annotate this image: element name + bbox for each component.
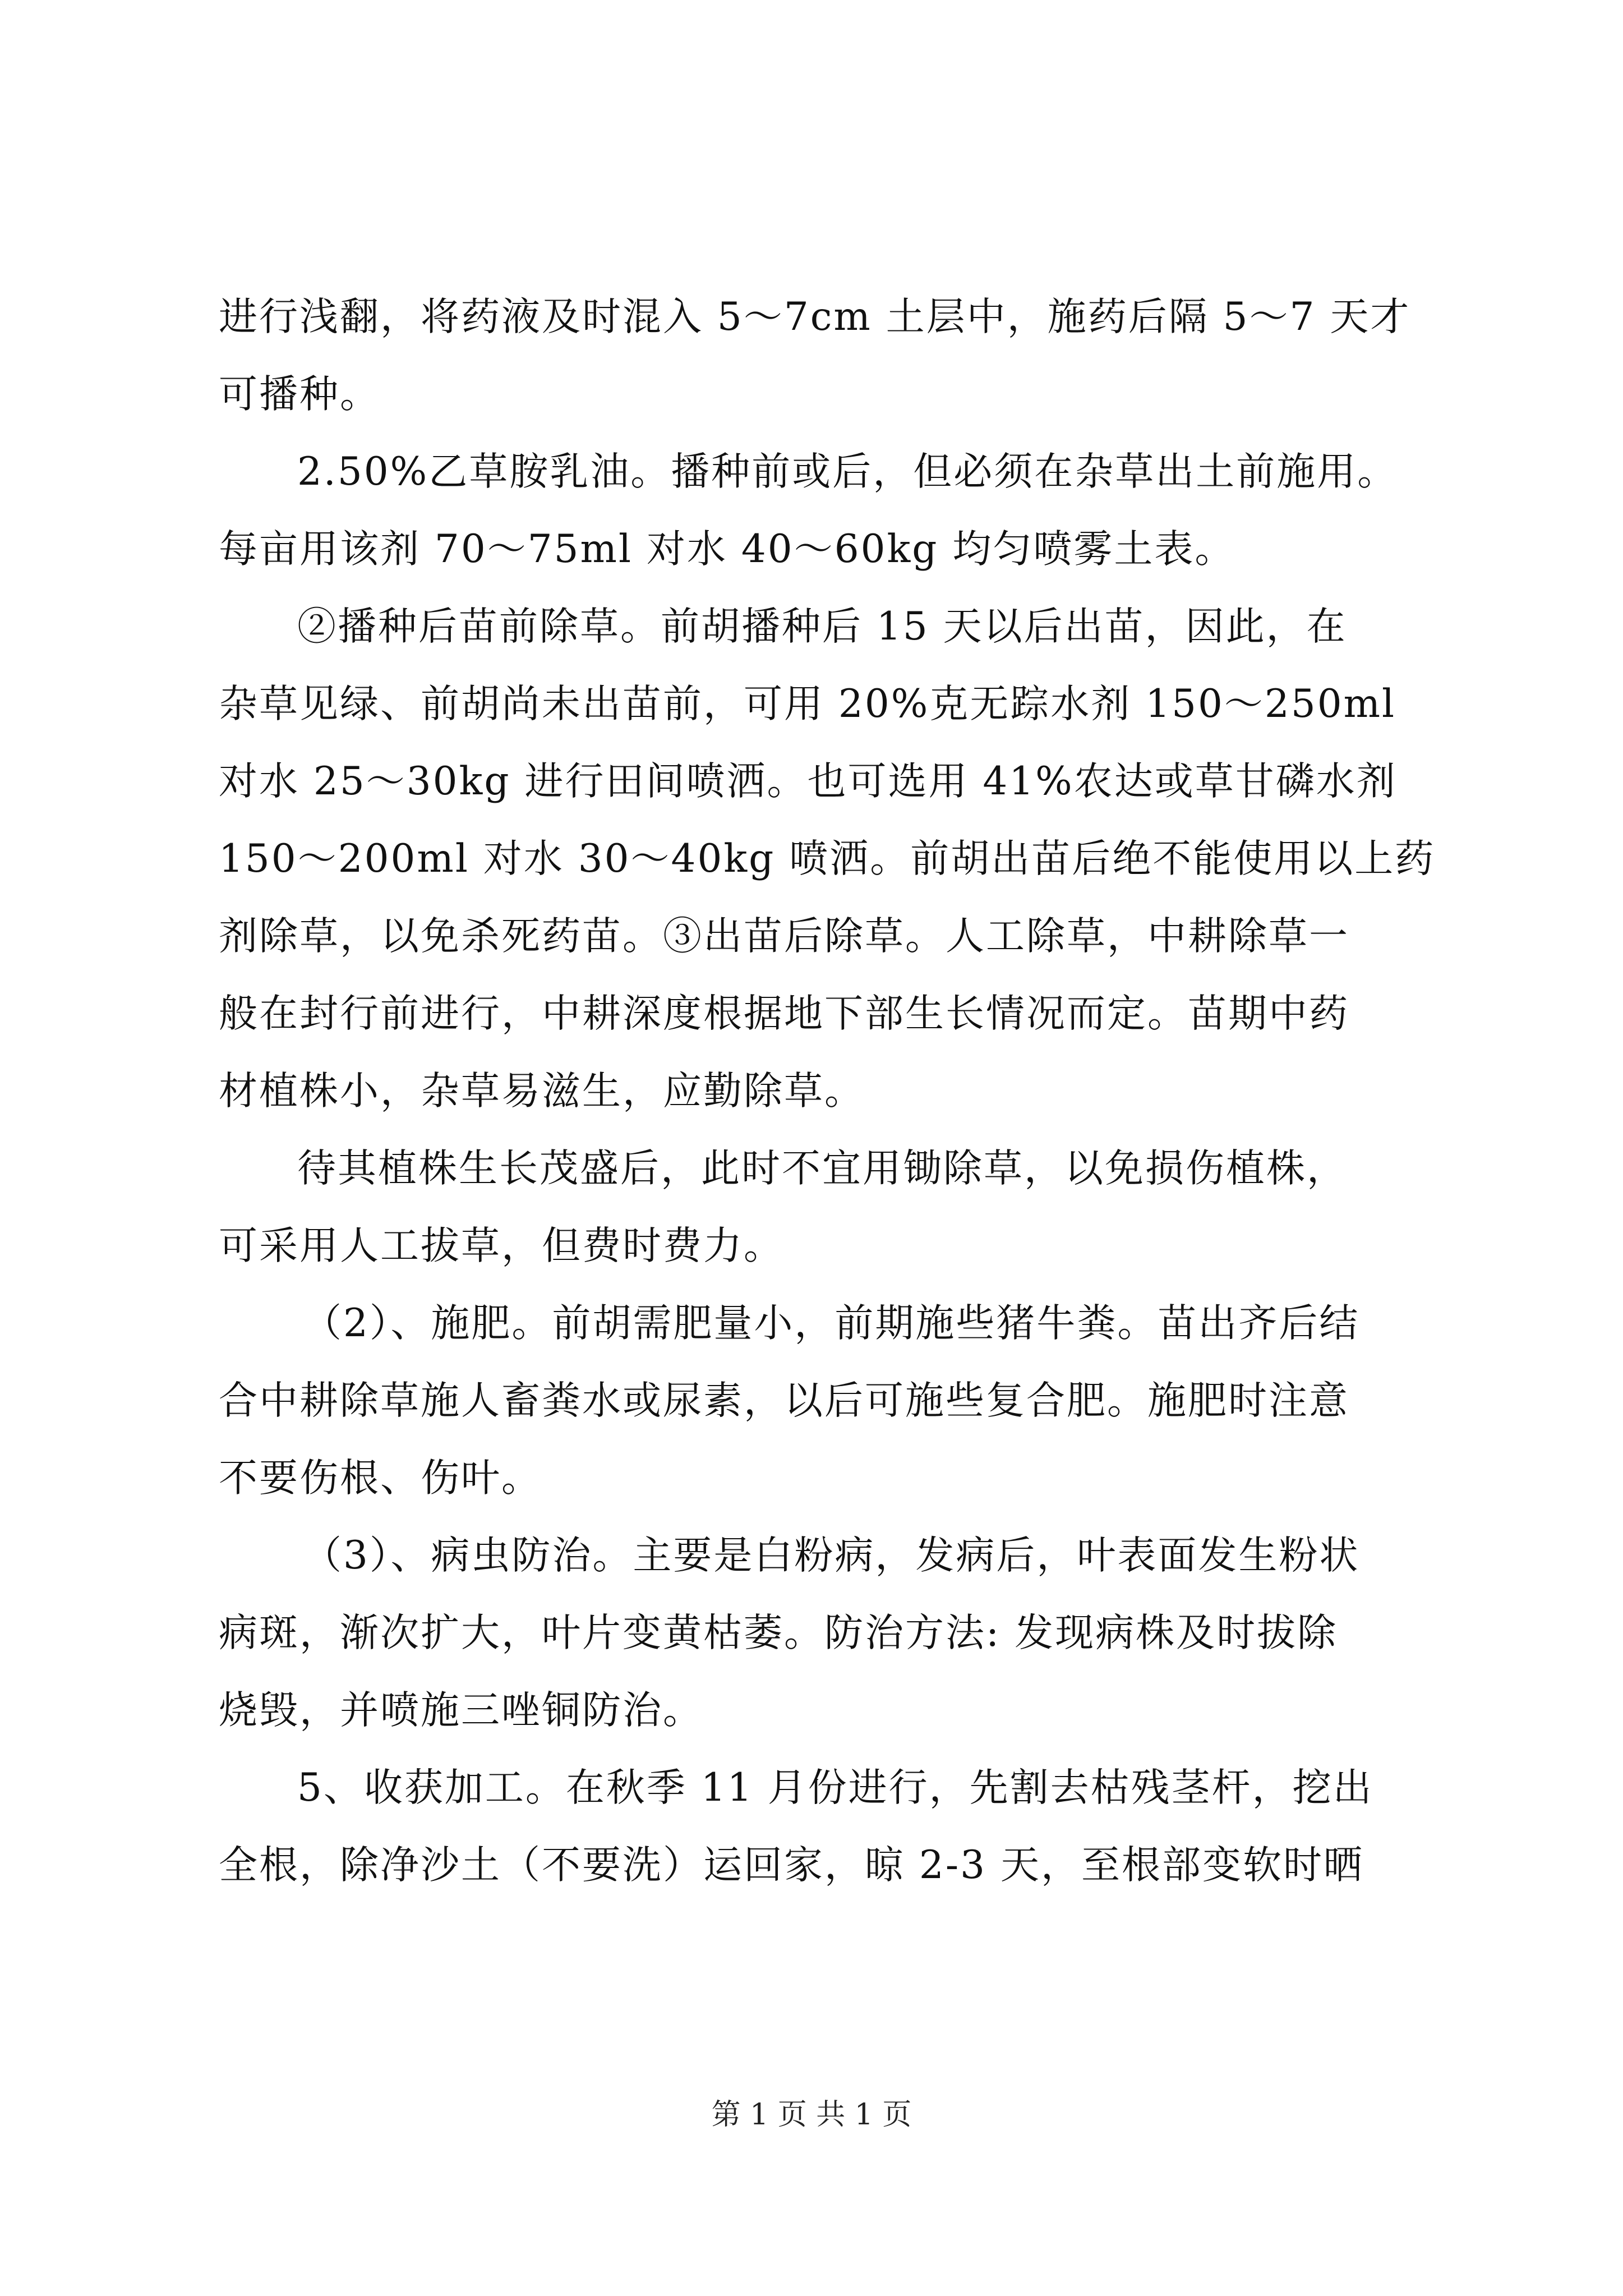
text-line: 不要伤根、伤叶。 (219, 1456, 542, 1501)
text-line: 烧毁，并喷施三唑铜防治。 (219, 1688, 703, 1733)
text-line: （2）、施肥。前胡需肥量小，前期施些猪牛粪。苗出齐后结 (303, 1301, 1360, 1346)
text-line: 进行浅翻，将药液及时混入 5～7cm 土层中，施药后隔 5～7 天才 (219, 295, 1411, 339)
text-line: 材植株小，杂草易滋生，应勤除草。 (219, 1069, 865, 1114)
text-line: ②播种后苗前除草。前胡播种后 15 天以后出苗，因此，在 (297, 604, 1347, 649)
text-line: 剂除草，以免杀死药苗。③出苗后除草。人工除草，中耕除草一 (219, 914, 1349, 959)
text-line: 病斑，渐次扩大，叶片变黄枯萎。防治方法: 发现病株及时拔除 (219, 1611, 1338, 1655)
text-line: 可播种。 (219, 372, 380, 417)
text-line: 150～200ml 对水 30～40kg 喷洒。前胡出苗后绝不能使用以上药 (219, 836, 1436, 881)
text-line: 每亩用该剂 70～75ml 对水 40～60kg 均匀喷雾土表。 (219, 527, 1235, 572)
text-line: 杂草见绿、前胡尚未出苗前，可用 20%克无踪水剂 150～250ml (219, 682, 1396, 726)
text-line: 对水 25～30kg 进行田间喷洒。也可选用 41%农达或草甘磷水剂 (219, 759, 1397, 804)
text-line: 5、收获加工。在秋季 11 月份进行，先割去枯残茎杆，挖出 (297, 1765, 1373, 1810)
text-line: 全根，除净沙土（不要洗）运回家，晾 2-3 天，至根部变软时晒 (219, 1843, 1364, 1888)
text-line: 待其植株生长茂盛后，此时不宜用锄除草，以免损伤植株， (297, 1146, 1347, 1191)
text-line: 2.50%乙草胺乳油。播种前或后，但必须在杂草出土前施用。 (297, 449, 1398, 494)
page-footer: 第 1 页 共 1 页 (711, 2098, 912, 2132)
text-line: （3）、病虫防治。主要是白粉病，发病后，叶表面发生粉状 (303, 1533, 1360, 1578)
text-line: 合中耕除草施人畜粪水或尿素，以后可施些复合肥。施肥时注意 (219, 1378, 1349, 1423)
text-line: 可采用人工拔草，但费时费力。 (219, 1223, 784, 1268)
text-line: 般在封行前进行，中耕深度根据地下部生长情况而定。苗期中药 (219, 991, 1349, 1036)
